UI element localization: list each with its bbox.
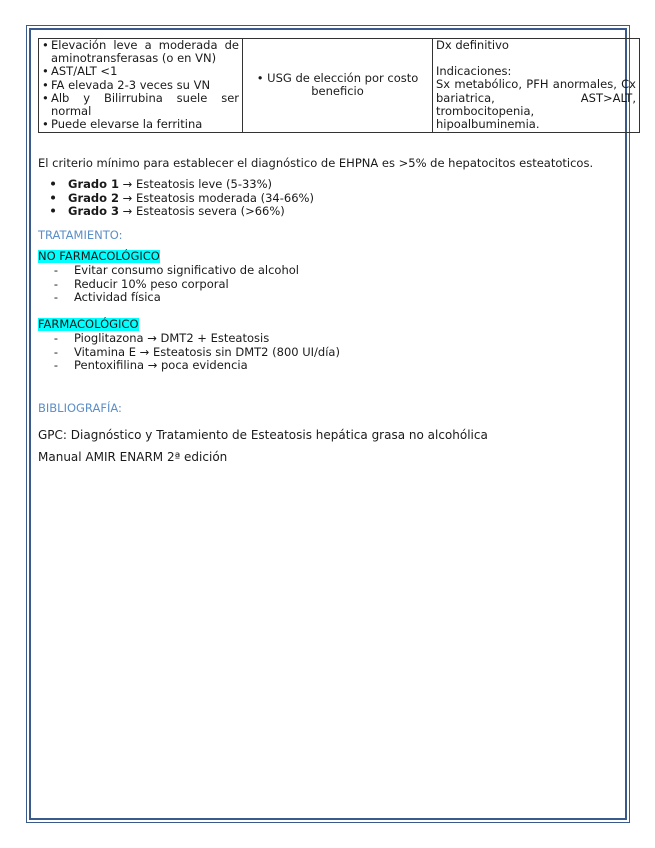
- grade-item: • Grado 2 → Esteatosis moderada (34-66%): [49, 190, 314, 205]
- list-item: • Elevación leve a moderada de aminotransferasas (o en VN): [42, 38, 239, 66]
- treatment-heading: TRATAMIENTO:: [38, 227, 123, 242]
- non-pharmacologic-section: [38, 250, 618, 305]
- bibliography-entry: GPC: Diagnóstico y Tratamiento de Esteatosis hepática grasa no alcohólica: [38, 427, 488, 442]
- pharmacologic-section: [38, 318, 618, 373]
- bibliography-entry: Manual AMIR ENARM 2ª edición: [38, 449, 228, 464]
- biopsy-title: Dx definitivo: [436, 38, 509, 52]
- indications-text: Sx metabólico, PFH anormales, Cx bariatrica, AST>ALT, trombocitopenia, hipoalbuminemia.: [436, 77, 636, 132]
- list-item: - Actividad física: [53, 290, 161, 305]
- grade-item: • Grado 3 → Esteatosis severa (>66%): [49, 204, 285, 219]
- criteria-paragraph: El criterio mínimo para establecer el diagnóstico de EHPNA es >5% de hepatocitos esteatoticos.: [38, 156, 594, 171]
- list-item: - Reducir 10% peso corporal: [53, 276, 229, 291]
- lab-findings-cell: [39, 39, 243, 133]
- list-item: - Vitamina E → Esteatosis sin DMT2 (800 UI/día): [53, 344, 340, 359]
- imaging-cell: • USG de elección por costo beneficio: [243, 39, 433, 133]
- list-item: - Evitar consumo significativo de alcohol: [53, 263, 299, 278]
- list-item: - Pentoxifilina → poca evidencia: [53, 358, 248, 373]
- list-item: • FA elevada 2-3 veces su VN: [42, 77, 211, 92]
- grade-item: • Grado 1 → Esteatosis leve (5-33%): [49, 177, 273, 192]
- list-item: • Puede elevarse la ferritina: [42, 117, 203, 132]
- biopsy-cell: [433, 39, 640, 133]
- non-pharmacologic-title: NO FARMACOLÓGICO: [38, 249, 160, 264]
- diagnosis-table: [38, 38, 640, 133]
- document-body: [38, 38, 636, 464]
- pharmacologic-title: FARMACOLÓGICO: [38, 316, 139, 331]
- imaging-text: USG de elección por costo beneficio: [267, 71, 419, 99]
- list-item: • AST/ALT <1: [42, 64, 118, 79]
- list-item: • Alb y Bilirrubina suele ser normal: [42, 90, 239, 119]
- bibliography-heading: BIBLIOGRAFÍA:: [38, 400, 122, 415]
- grades-list: [38, 178, 618, 219]
- list-item: - Pioglitazona → DMT2 + Esteatosis: [53, 331, 270, 346]
- indications-label: Indicaciones:: [436, 64, 512, 79]
